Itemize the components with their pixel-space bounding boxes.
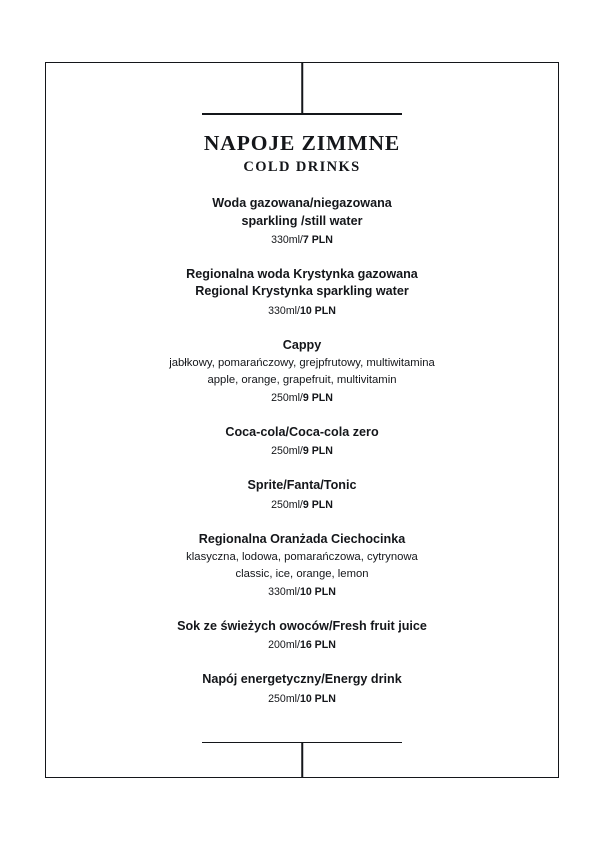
item-name-polish: Cappy [282,337,322,352]
list-item [74,195,530,249]
item-price: 10 PLN [299,304,336,317]
item-name-english: Regional Krystynka sparkling water [195,284,409,299]
item-price-line [74,498,530,514]
item-name-polish: Coca-cola/Coca-cola zero [225,425,379,439]
list-item [74,266,530,320]
item-price: 10 PLN [299,585,336,598]
decorative-vertical-rule-bottom [301,742,303,778]
item-price: 16 PLN [299,639,336,652]
item-name-polish: Napój energetyczny/Energy drink [202,672,402,687]
item-description-english: apple, orange, grapefruit, multivitamin [207,374,397,387]
item-price-line [74,444,530,460]
item-price-line [74,391,530,407]
item-name-polish: Sprite/Fanta/Tonic [247,478,357,493]
item-price-line [74,304,530,320]
decorative-horizontal-rule-top [202,113,402,115]
item-price-line [74,233,530,249]
item-price-line [74,585,530,601]
item-name-english: sparkling /still water [241,213,363,228]
page-title-polish: NAPOJE ZIMMNE [203,131,401,155]
decorative-vertical-rule-top [301,62,303,114]
list-item [74,424,530,460]
item-price-line [74,638,530,654]
item-price: 9 PLN [302,392,333,405]
menu-content [46,131,558,707]
item-volume: 330ml/ [268,585,300,598]
item-price: 9 PLN [302,498,333,511]
list-item [74,671,530,707]
item-volume: 330ml/ [271,234,303,247]
item-description-polish: klasyczna, lodowa, pomarańczowa, cytrynowa [186,550,418,563]
item-volume: 250ml/ [271,445,303,458]
list-item [74,618,530,654]
page-title-english: COLD DRINKS [243,158,361,175]
list-item [74,531,530,601]
item-volume: 200ml/ [268,639,300,652]
list-item [74,337,530,407]
item-volume: 250ml/ [268,692,300,705]
item-volume: 250ml/ [271,392,303,405]
item-price: 10 PLN [299,692,336,705]
item-volume: 250ml/ [271,498,303,511]
item-price-line [74,692,530,708]
item-name-polish: Sok ze świeżych owoców/Fresh fruit juice [177,618,427,633]
item-description-english: classic, ice, orange, lemon [235,567,369,580]
item-name-polish: Regionalna Oranżada Ciechocinka [198,531,406,546]
menu-card [45,62,559,778]
menu-item-list [74,195,530,707]
item-name-polish: Woda gazowana/niegazowana [212,196,392,211]
item-price: 7 PLN [302,234,333,247]
item-description-polish: jabłkowy, pomarańczowy, grejpfrutowy, multiwitamina [169,357,435,370]
list-item [74,477,530,513]
item-price: 9 PLN [302,445,333,458]
item-name-polish: Regionalna woda Krystynka gazowana [186,267,418,282]
item-volume: 330ml/ [268,304,300,317]
